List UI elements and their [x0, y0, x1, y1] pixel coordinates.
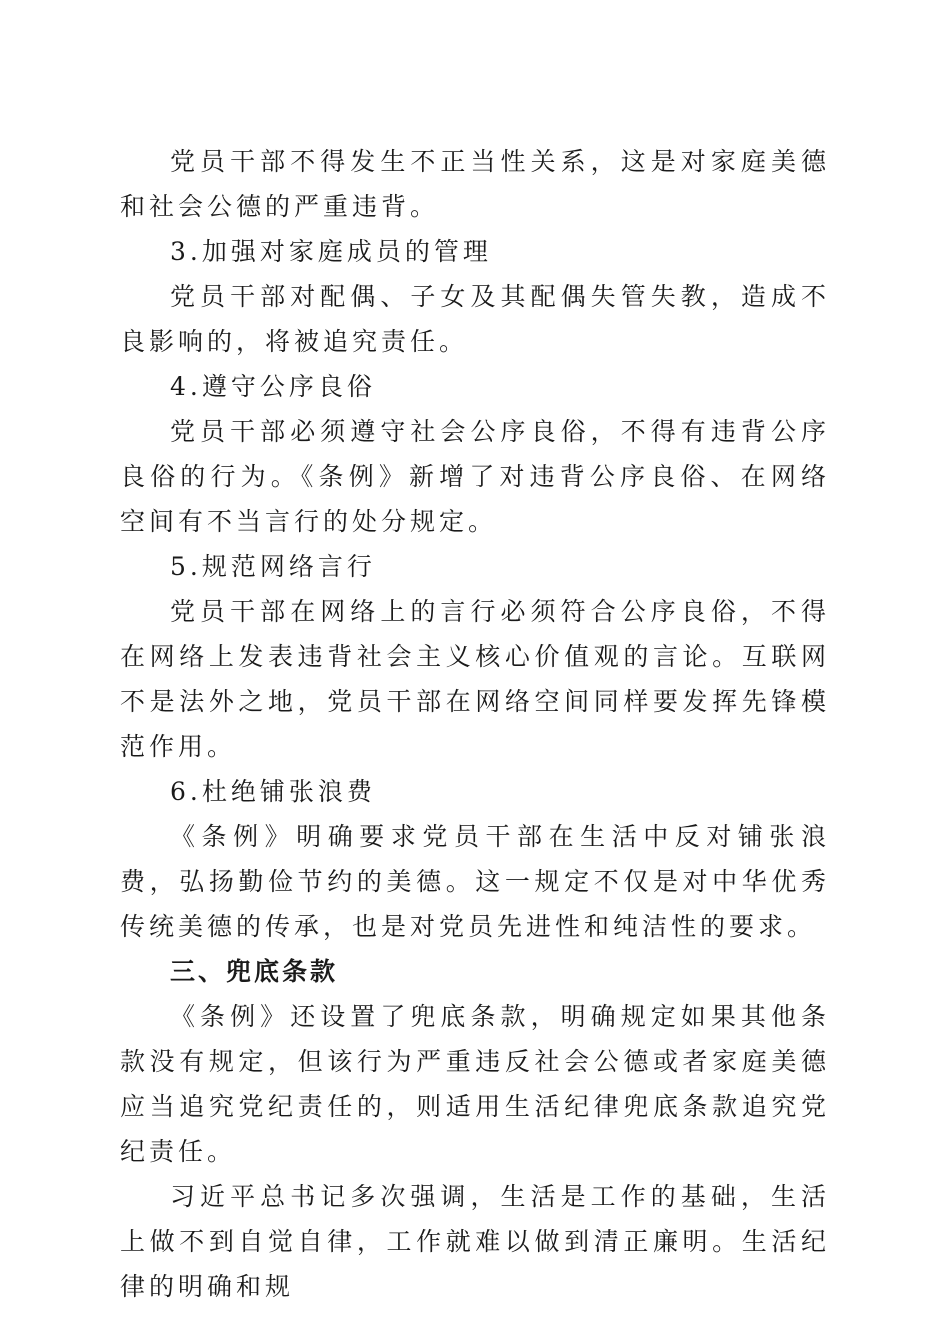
paragraph-improper-relations: 党员干部不得发生不正当性关系，这是对家庭美德和社会公德的严重违背。: [120, 147, 830, 221]
paragraph-extravagance: 《条例》明确要求党员干部在生活中反对铺张浪费，弘扬勤俭节约的美德。这一规定不仅是对中华优秀传统美德的传承，也是对党员先进性和纯洁性的要求。: [120, 822, 830, 941]
document-body: [120, 139, 830, 1309]
subheading-public-order: 4.遵守公序良俗: [170, 372, 376, 401]
subheading-extravagance: 6.杜绝铺张浪费: [170, 777, 376, 806]
paragraph-public-order: 党员干部必须遵守社会公序良俗，不得有违背公序良俗的行为。《条例》新增了对违背公序良俗、在网络空间有不当言行的处分规定。: [120, 417, 830, 536]
paragraph-online-conduct: 党员干部在网络上的言行必须符合公序良俗，不得在网络上发表违背社会主义核心价值观的言论。互联网不是法外之地，党员干部在网络空间同样要发挥先锋模范作用。: [120, 597, 830, 761]
section-heading-catchall-clause: 三、兜底条款: [170, 957, 339, 986]
subheading-online-conduct: 5.规范网络言行: [170, 552, 376, 581]
paragraph-xi-emphasis: 习近平总书记多次强调，生活是工作的基础，生活上做不到自觉自律，工作就难以做到清正廉明。生活纪律的明确和规: [120, 1182, 830, 1301]
paragraph-catchall-clause: 《条例》还设置了兜底条款，明确规定如果其他条款没有规定，但该行为严重违反社会公德或者家庭美德应当追究党纪责任的，则适用生活纪律兜底条款追究党纪责任。: [120, 1002, 830, 1166]
paragraph-family-management: 党员干部对配偶、子女及其配偶失管失教，造成不良影响的，将被追究责任。: [120, 282, 830, 356]
subheading-family-management: 3.加强对家庭成员的管理: [170, 237, 492, 266]
